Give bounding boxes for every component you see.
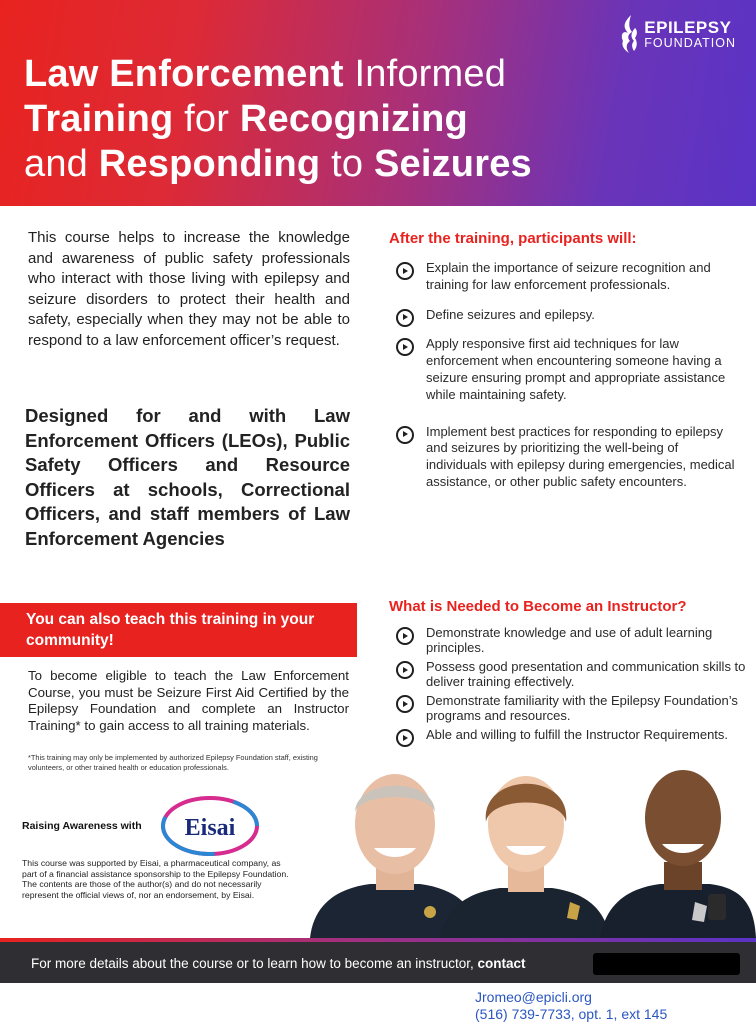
footer-contact-label: contact	[477, 956, 526, 971]
instructor-heading: What is Needed to Become an Instructor?	[389, 598, 687, 615]
eisai-logo	[161, 796, 259, 856]
epilepsy-foundation-logo	[618, 14, 736, 54]
flame-icon	[618, 14, 640, 54]
after-training-list	[396, 260, 736, 491]
list-item-text: Explain the importance of seizure recognition and training for law enforcement professionals.	[426, 260, 711, 292]
arrow-circle-icon	[396, 426, 414, 444]
arrow-circle-icon	[396, 729, 414, 747]
title-word: Training	[24, 98, 174, 140]
officer-center-figure	[440, 776, 610, 938]
list-item	[396, 336, 736, 403]
arrow-circle-icon	[396, 661, 414, 679]
officer-right-figure	[600, 770, 756, 938]
footer-text-bar	[0, 942, 756, 983]
arrow-circle-icon	[396, 627, 414, 645]
arrow-circle-icon	[396, 309, 414, 327]
title-word: for	[184, 98, 230, 140]
eligibility-text: To become eligible to teach the Law Enforcement Course, you must be Seizure First Aid Certified by the Epilepsy Foundation and complete an Instructor Training* to gain access to all training materials.	[28, 668, 349, 733]
list-item-text: Possess good presentation and communication skills to deliver training effectively.	[426, 659, 746, 689]
list-item-text: Demonstrate knowledge and use of adult learning principles.	[426, 625, 713, 655]
list-item	[396, 693, 748, 723]
list-item	[396, 659, 748, 689]
list-item	[396, 424, 736, 491]
list-item-text: Define seizures and epilepsy.	[426, 306, 595, 322]
list-item	[396, 727, 748, 742]
page-title	[24, 52, 664, 187]
title-word: Law Enforcement	[24, 53, 344, 95]
officers-photo	[300, 752, 756, 938]
after-training-heading: After the training, participants will:	[389, 230, 637, 247]
list-item-text: Demonstrate familiarity with the Epilepsy Foundation’s programs and resources.	[426, 693, 738, 723]
footer-bar	[0, 938, 756, 983]
header-banner	[0, 0, 756, 206]
arrow-circle-icon	[396, 695, 414, 713]
footer-text: For more details about the course or to learn how to become an instructor,	[31, 956, 474, 971]
title-word: to	[331, 143, 364, 185]
audience-statement: Designed for and with Law Enforcement Officers (LEOs), Public Safety Officers and Resource Officers at schools, Correctional Officers, and staff members of Law Enforcement Agencies	[25, 405, 350, 549]
footnote: *This training may only be implemented by authorized Epilepsy Foundation staff, existing volunteers, or other trained health or education professionals.	[28, 753, 318, 772]
list-item	[396, 625, 748, 655]
course-intro: This course helps to increase the knowledge and awareness of public safety professionals who interact with those living with epilepsy and seizure disorders to protect their health and safety, especially when they may not be able to respond to a law enforcement officer’s request.	[28, 229, 350, 349]
eisai-logo-text: Eisai	[184, 815, 236, 841]
contact-email-link[interactable]: Jromeo@epicli.org	[475, 989, 592, 1005]
teach-banner: You can also teach this training in your community!	[0, 603, 357, 657]
logo-line-1: EPILEPSY	[644, 17, 732, 37]
logo-line-2: FOUNDATION	[644, 35, 736, 50]
list-item-text: Apply responsive first aid techniques for law enforcement when encountering someone having a seizure ensuring prompt and appropriate assistance while maintaining safety.	[426, 336, 726, 402]
contact-phone: (516) 739-7733, opt. 1, ext 145	[475, 1006, 668, 1022]
title-word: Seizures	[373, 143, 532, 185]
list-item-text: Implement best practices for responding to epilepsy and seizures by prioritizing the well-being of individuals with epilepsy during emergencies, medical assistance, or other public safety encounters.	[426, 423, 735, 489]
sponsorship-disclaimer: This course was supported by Eisai, a pharmaceutical company, as part of a financial assistance sponsorship to the Epilepsy Foundation. The contents are those of the author(s) and do not necessarily represent the official views of, nor an endorsement, by Eisai.	[22, 858, 289, 900]
title-word: Recognizing	[239, 98, 468, 140]
title-word: Informed	[354, 53, 507, 95]
arrow-circle-icon	[396, 262, 414, 280]
list-item-text: Able and willing to fulfill the Instructor Requirements.	[426, 727, 729, 742]
list-item	[396, 260, 736, 294]
instructor-requirements-list	[396, 625, 748, 742]
title-word: and	[24, 143, 89, 185]
list-item	[396, 307, 736, 324]
raising-awareness-label: Raising Awareness with	[22, 820, 142, 832]
redacted-block	[593, 953, 740, 975]
arrow-circle-icon	[396, 338, 414, 356]
title-word: Responding	[98, 143, 321, 185]
